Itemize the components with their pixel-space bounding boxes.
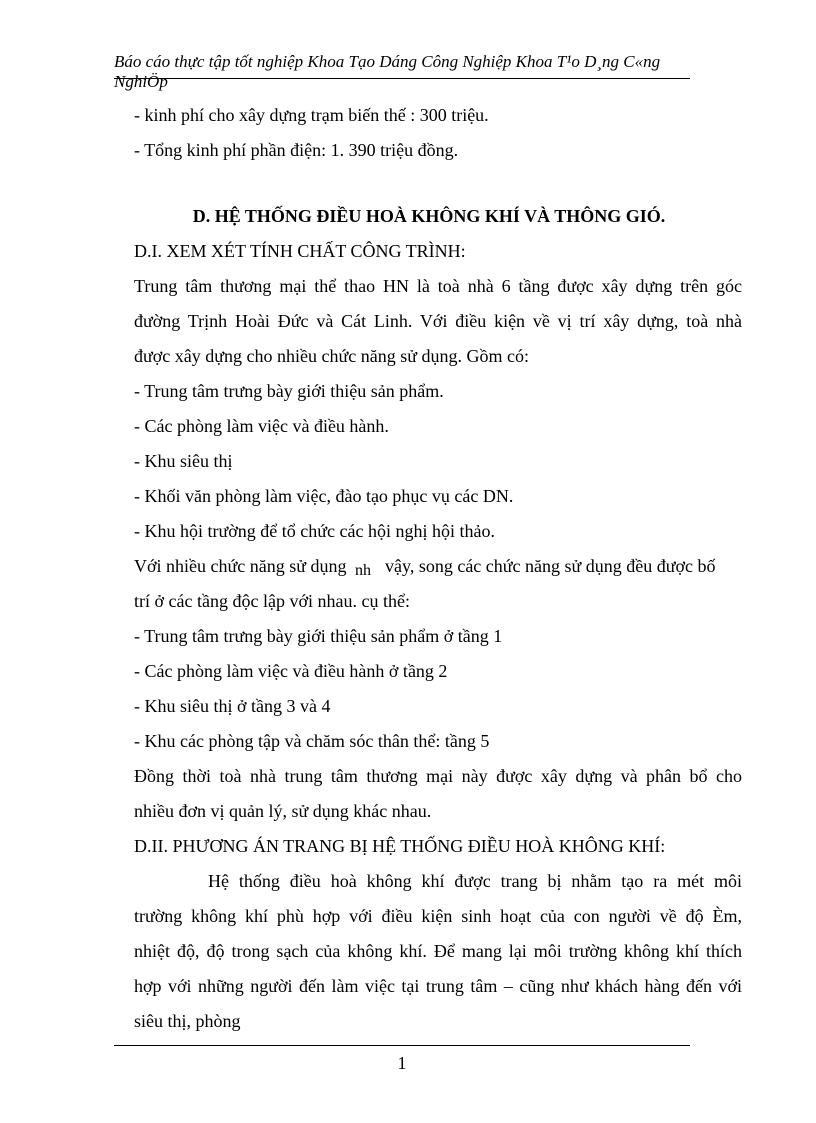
function-item: - Khu hội trường để tổ chức các hội nghị hội thảo. [134, 521, 495, 541]
header-line-2: NghiÖp [114, 72, 168, 91]
function-item: - Các phòng làm việc và điều hành. [134, 416, 389, 436]
d1-intro-line: Trung tâm thương mại thể thao HN là toà nhà 6 tầng được xây dựng trên góc [134, 276, 742, 296]
d1-transition-line [134, 549, 742, 584]
function-item: - Khu siêu thị [134, 451, 233, 471]
d1-transition-line-2: trí ở các tầng độc lập với nhau. cụ thể: [134, 591, 410, 611]
d2-paragraph-line: hợp với những người đến làm việc tại trung tâm – cũng như khách hàng đến với [134, 976, 742, 996]
transition-text-b: vậy, song các chức năng sử dụng đều được bố [385, 556, 716, 576]
d2-heading: D.II. PHƯƠNG ÁN TRANG BỊ HỆ THỐNG ĐIỀU HOÀ KHÔNG KHÍ: [134, 836, 666, 856]
d1-intro-line: được xây dựng cho nhiều chức năng sử dụng. Gồm có: [134, 346, 529, 366]
d1-closing-line: Đồng thời toà nhà trung tâm thương mại này được xây dựng và phân bổ cho [134, 766, 742, 786]
function-item: - Khối văn phòng làm việc, đào tạo phục vụ các DN. [134, 486, 514, 506]
transition-subscript: nh [355, 562, 371, 579]
floor-item: - Trung tâm trưng bày giới thiệu sản phẩm ở tầng 1 [134, 626, 503, 646]
floor-item: - Khu các phòng tập và chăm sóc thân thể: tầng 5 [134, 731, 490, 751]
d1-heading: D.I. XEM XÉT TÍNH CHẤT CÔNG TRÌNH: [134, 241, 466, 261]
footer-rule [114, 1045, 690, 1046]
running-header [114, 52, 734, 92]
page-number: 1 [397, 1053, 407, 1073]
page-body [134, 98, 742, 1039]
transition-text-a: Với nhiều chức năng sử dụng [134, 556, 347, 576]
header-line-1: Báo cáo thực tập tốt nghiệp Khoa Tạo Dáng Công Nghiệp Khoa T¹o D¸ng C«ng [114, 52, 661, 71]
d1-intro-line: đường Trịnh Hoài Đức và Cát Linh. Với điều kiện về vị trí xây dựng, toà nhà [134, 311, 742, 331]
floor-item: - Khu siêu thị ở tầng 3 và 4 [134, 696, 331, 716]
d1-closing-line: nhiều đơn vị quản lý, sử dụng khác nhau. [134, 801, 432, 821]
d2-paragraph-line: Hệ thống điều hoà không khí được trang bị nhằm tạo ra mét môi [208, 871, 742, 891]
function-item: - Trung tâm trưng bày giới thiệu sản phẩm. [134, 381, 444, 401]
d2-paragraph-line: siêu thị, phòng [134, 1011, 241, 1031]
floor-item: - Các phòng làm việc và điều hành ở tầng 2 [134, 661, 448, 681]
budget-total: - Tổng kinh phí phần điện: 1. 390 triệu đồng. [134, 140, 459, 160]
d2-paragraph-line: nhiệt độ, độ trong sạch của không khí. Để mang lại môi trường không khí thích [134, 941, 742, 961]
section-title: D. HỆ THỐNG ĐIỀU HOÀ KHÔNG KHÍ VÀ THÔNG GIÓ. [192, 206, 666, 226]
budget-substation: - kinh phí cho xây dựng trạm biến thế : 300 triệu. [134, 105, 489, 125]
header-rule [114, 78, 690, 79]
d2-paragraph-line: trường không khí phù hợp với điều kiện sinh hoạt của con người về độ Èm, [134, 906, 742, 926]
